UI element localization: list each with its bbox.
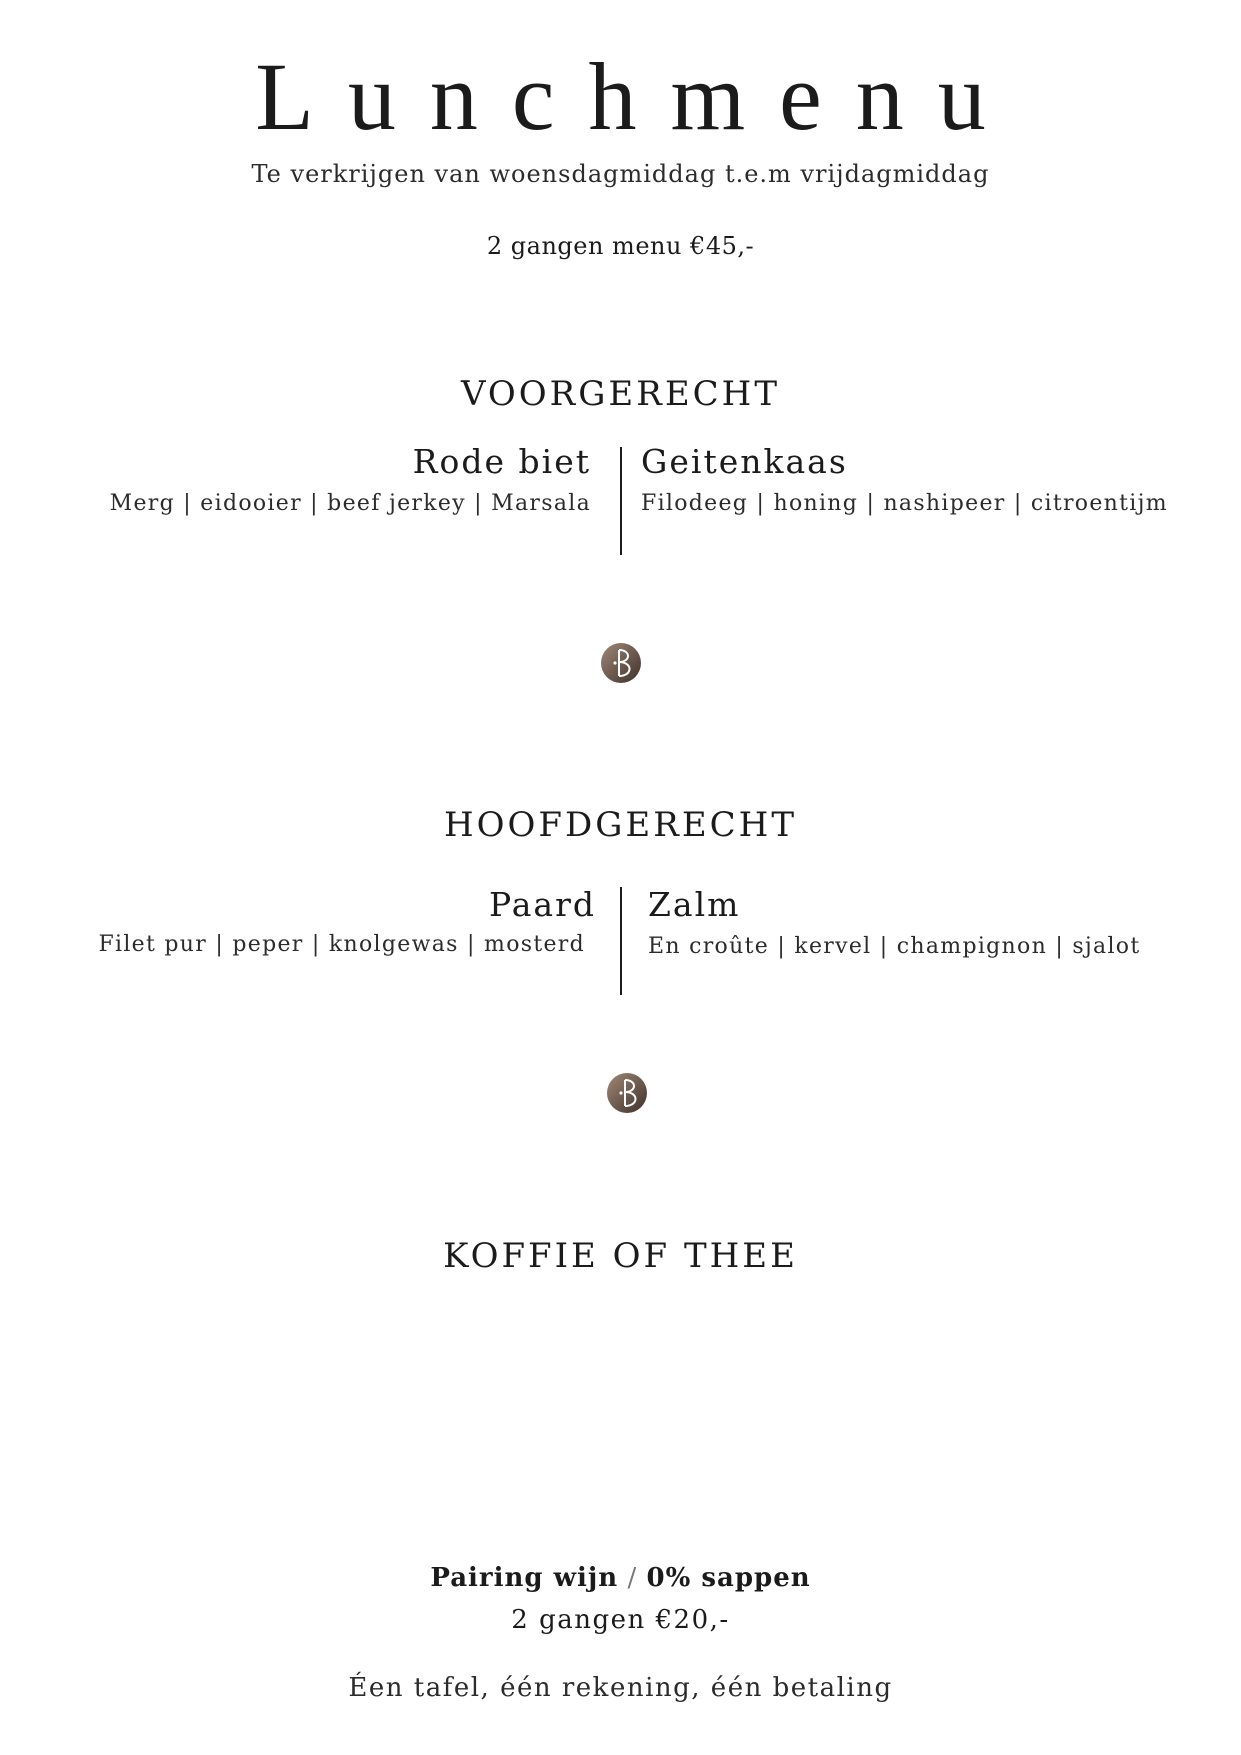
- section-heading-hoofdgerecht: HOOFDGERECHT: [444, 805, 797, 845]
- dish-description-rode-biet: Merg | eidooier | beef jerkey | Marsala: [109, 491, 591, 516]
- page-title: Lunchmenu: [255, 43, 1020, 150]
- section-heading-voorgerecht: VOORGERECHT: [460, 374, 781, 414]
- pairing-price: 2 gangen €20,-: [511, 1605, 730, 1635]
- pairing-juice-label: 0% sappen: [646, 1563, 811, 1593]
- dish-name-zalm: Zalm: [648, 885, 741, 924]
- footer-note: Éen tafel, één rekening, één betaling: [348, 1673, 893, 1703]
- monogram-logo-icon: [606, 1072, 648, 1114]
- dish-name-paard: Paard: [489, 885, 596, 924]
- dish-description-geitenkaas: Filodeeg | honing | nashipeer | citroentijm: [641, 491, 1168, 516]
- monogram-logo-icon: [600, 642, 642, 684]
- menu-price: 2 gangen menu €45,-: [486, 232, 755, 260]
- pairing-wine-label: Pairing wijn: [430, 1563, 619, 1593]
- dish-divider: [620, 447, 622, 555]
- dish-name-geitenkaas: Geitenkaas: [641, 442, 848, 481]
- section-heading-koffie-of-thee: KOFFIE OF THEE: [443, 1236, 798, 1276]
- dish-description-zalm: En croûte | kervel | champignon | sjalot: [648, 934, 1141, 959]
- dish-description-paard: Filet pur | peper | knolgewas | mosterd: [98, 932, 585, 957]
- pairing-separator: /: [627, 1563, 638, 1593]
- dish-name-rode-biet: Rode biet: [412, 442, 591, 481]
- pairing-label: [0, 1563, 1241, 1593]
- dish-divider: [620, 887, 622, 995]
- availability-subtitle: Te verkrijgen van woensdagmiddag t.e.m vrijdagmiddag: [251, 160, 990, 188]
